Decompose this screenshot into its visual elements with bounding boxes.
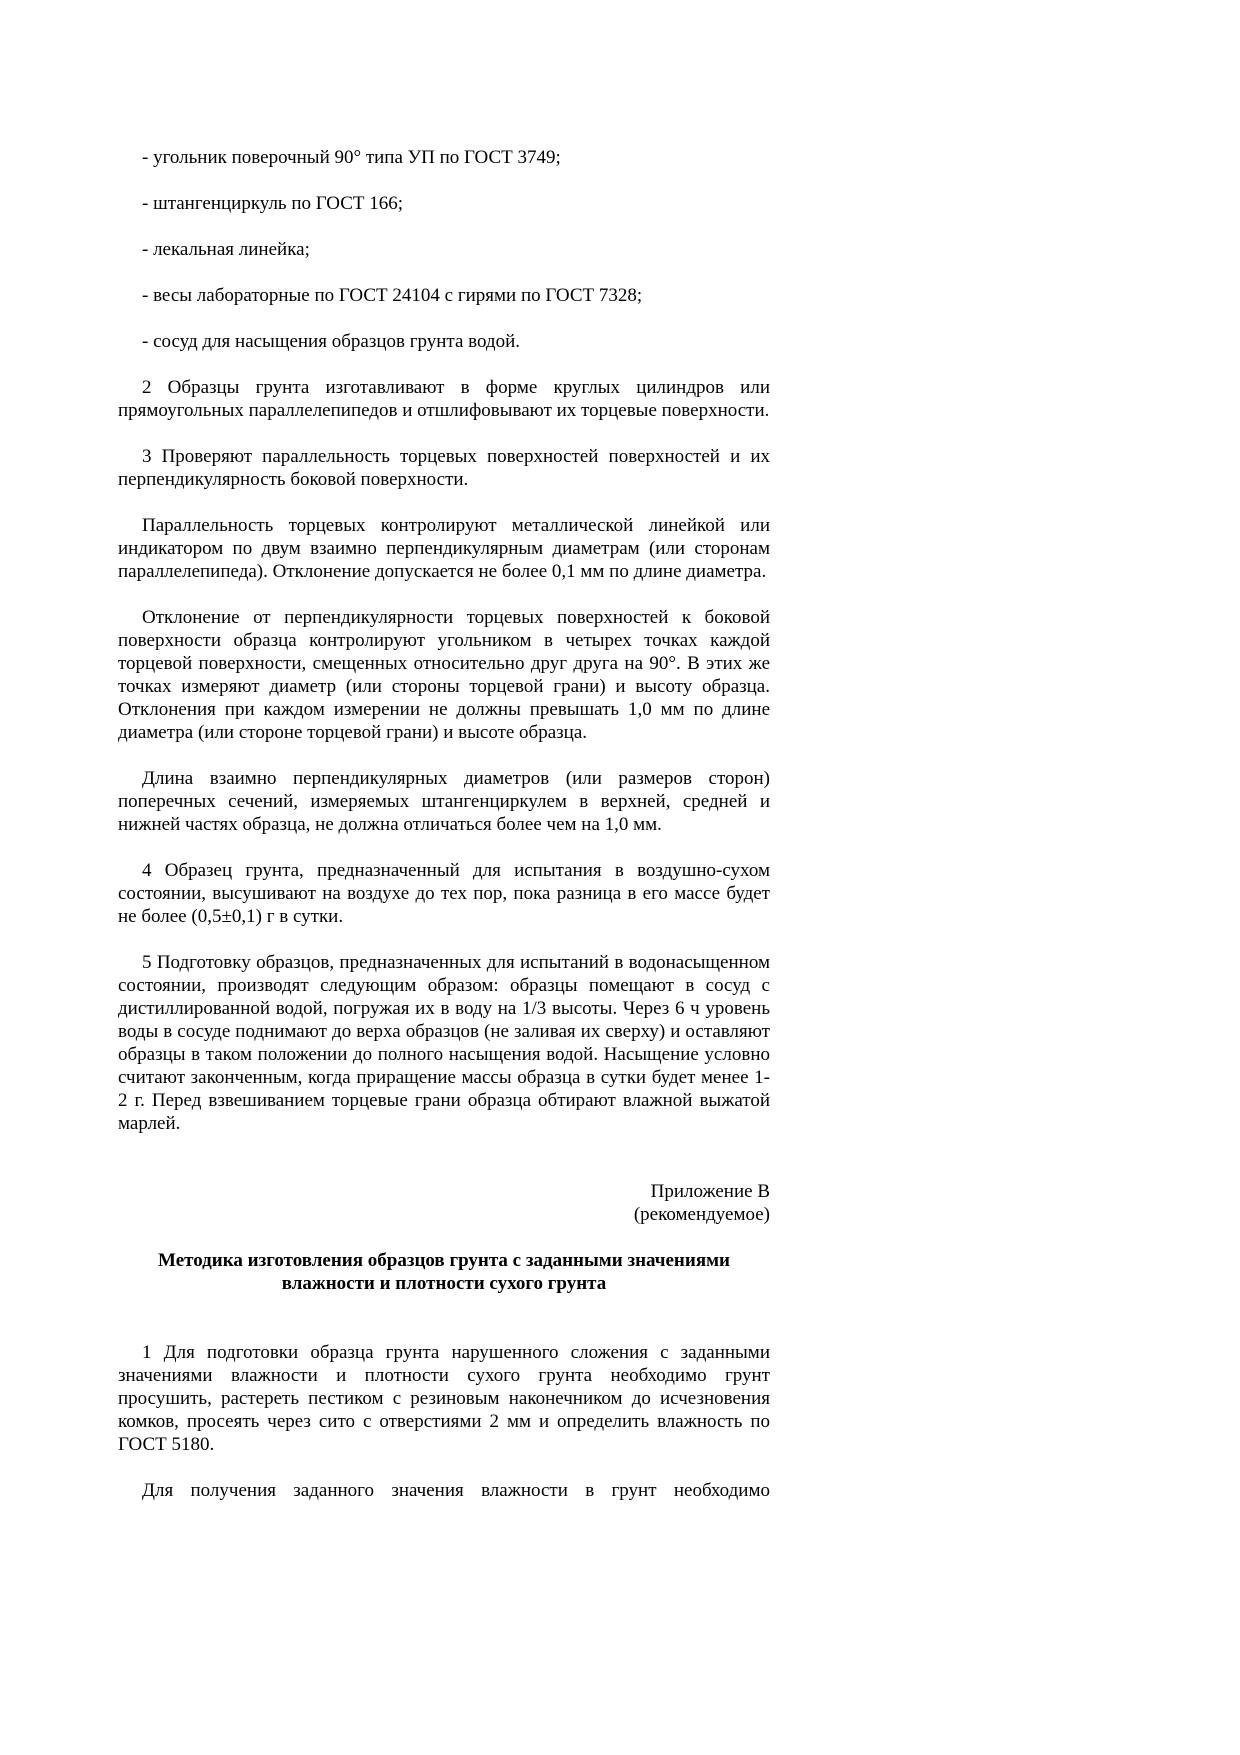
appendix-label: Приложение В (650, 1181, 770, 1202)
appendix-heading (118, 1180, 770, 1226)
paragraph-3-parallelism-check: 3 Проверяют параллельность торцевых поверхностей поверхностей и их перпендикулярность боковой поверхности. (118, 446, 770, 490)
paragraph-perpendicularity-deviation: Отклонение от перпендикулярности торцевых поверхностей к боковой поверхности образца контролируют угольником в четырех точках каждой торцевой поверхности, смещенных относительно друг друга на 90°. В этих же точках измеряют диаметр (или стороны торцевой грани) и высоту образца. Отклонения при каждом измерении не должны превышать 1,0 мм по длине диаметра (или стороне торцевой грани) и высоте образца. (118, 607, 770, 743)
list-item-vessel: - сосуд для насыщения образцов грунта водой. (142, 331, 521, 352)
paragraph-5-water-saturation: 5 Подготовку образцов, предназначенных для испытаний в водонасыщенном состоянии, производят следующим образом: образцы помещают в сосуд с дистиллированной водой, погружая их в воду на 1/3 высоты. Через 6 ч уровень воды в сосуде поднимают до верха образцов (не заливая их сверху) и оставляют образцы в таком положении до полного насыщения водой. Насыщение условно считают законченным, когда приращение массы образца в сутки будет менее 1-2 г. Перед взвешиванием торцевые грани образца обтирают влажной выжатой марлей. (118, 952, 770, 1134)
appendix-status: (рекомендуемое) (633, 1204, 770, 1225)
paragraph-2-sample-shape: 2 Образцы грунта изготавливают в форме круглых цилиндров или прямоугольных параллелепипедов и отшлифовывают их торцевые поверхности. (118, 377, 770, 421)
paragraph-diameter-length: Длина взаимно перпендикулярных диаметров (или размеров сторон) поперечных сечений, измеряемых штангенциркулем в верхней, средней и нижней частях образца, не должна отличаться более чем на 1,0 мм. (118, 768, 770, 835)
list-item-caliper: - штангенциркуль по ГОСТ 166; (142, 193, 404, 214)
section-paragraph-moisture: Для получения заданного значения влажности в грунт необходимо (142, 1480, 770, 1501)
paragraph-4-air-dry-sample: 4 Образец грунта, предназначенный для испытания в воздушно-сухом состоянии, высушивают на воздухе до тех пор, пока разница в его массе будет не более (0,5±0,1) г в сутки. (118, 860, 770, 927)
list-item-square: - угольник поверочный 90° типа УП по ГОСТ 3749; (142, 147, 561, 168)
document-page (118, 146, 770, 1525)
paragraph-parallelism-control: Параллельность торцевых контролируют металлической линейкой или индикатором по двум взаимно перпендикулярным диаметрам (или сторонам параллелепипеда). Отклонение допускается не более 0,1 мм по длине диаметра. (118, 515, 770, 582)
section-paragraph-1-preparation: 1 Для подготовки образца грунта нарушенного сложения с заданными значениями влажности и плотности сухого грунта необходимо грунт просушить, растереть пестиком с резиновым наконечником до исчезновения комков, просеять через сито с отверстиями 2 мм и определить влажность по ГОСТ 5180. (118, 1342, 770, 1455)
list-item-ruler: - лекальная линейка; (142, 239, 310, 260)
section-title: Методика изготовления образцов грунта с заданными значениями влажности и плотности сухого грунта (158, 1250, 730, 1294)
list-item-scales: - весы лабораторные по ГОСТ 24104 с гирями по ГОСТ 7328; (142, 285, 643, 306)
